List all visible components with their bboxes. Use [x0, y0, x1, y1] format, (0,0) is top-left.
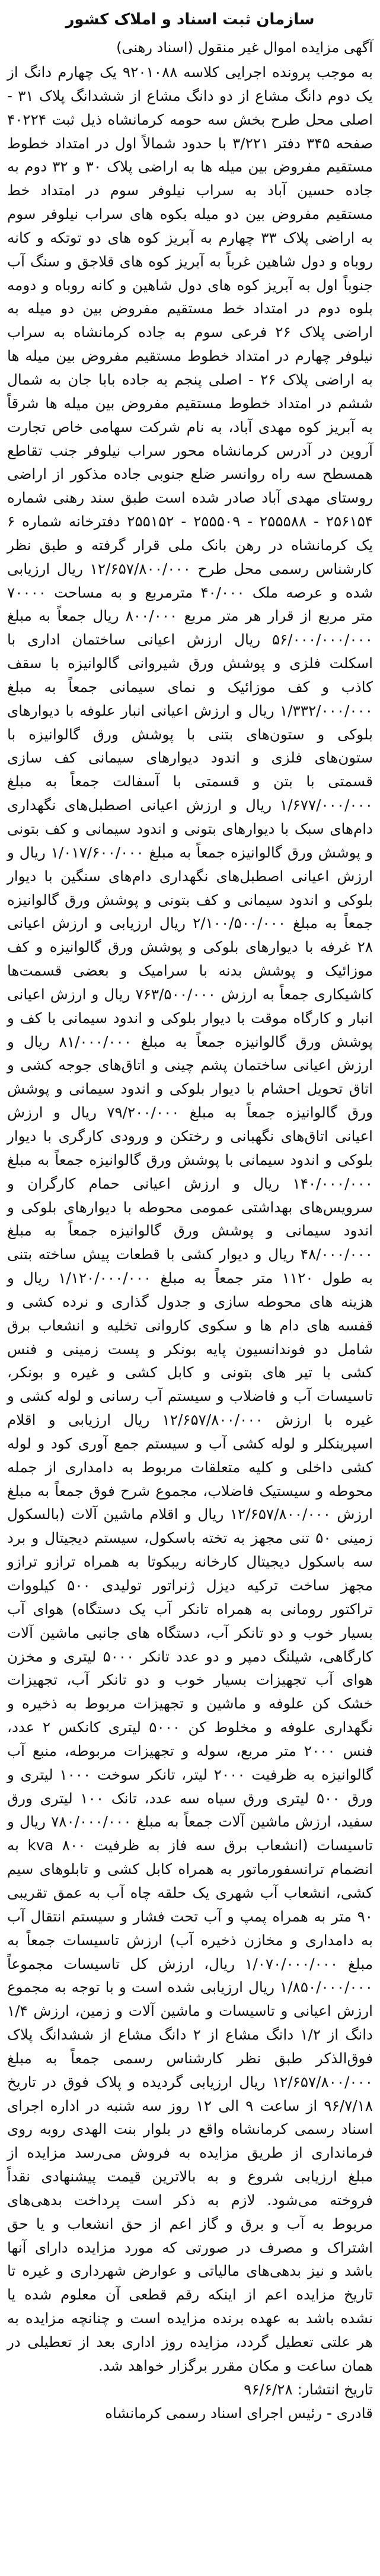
organization-title: سازمان ثبت اسناد و املاک کشور	[65, 11, 315, 28]
notice-subject: آگهی مزایده اموال غیر منقول (اسناد رهنی)	[116, 39, 373, 56]
signature: قادری - رئیس اجرای اسناد رسمی کرمانشاه	[105, 2404, 373, 2422]
notice-body: به موجب پرونده اجرایی کلاسه ۹۲۰۱۰۸۸ یک چهارم دانگ از یک دوم دانگ مشاع از دو دانگ مشاع از ششدانگ پلاک ۳۱ - اصلی محل طرح بخش سه حومه کرمانشاه ذیل ثبت ۴۰۲۲۴ صفحه ۳۴۵ دفتر ۳/۲۲۱ با حدود شمالاً اول در امتداد خطوط مستقیم مفروض بین میله ها به اراضی پلاک ۳۰ و ۳۲ دوم به جاده حسین آباد به سراب نیلوفر سوم در امتداد خط مستقیم مفروض بین دو میله بکوه های سراب نیلوفر سوم به اراضی پلاک ۳۳ چهارم به آبریز کوه های دو توتکه و کانه روباه و دول شاهین غرباً به آبریز کوه های قلاجق و سنگ آب جنوباً اول به آبریز کوه های دول شاهین و کانه روباه و دومه بلوه دوم در امتداد خط مستقیم مفروض بین دو میله به اراضی پلاک ۲۶ فرعی سوم به جاده کرمانشاه به سراب نیلوفر چهارم در امتداد خطوط مستقیم مفروض بین میله ها به اراضی پلاک ۲۶ - اصلی پنجم به جاده بابا جان به شمال ششم در امتداد خطوط مستقیم مفروض بین میله ها شرقاً به آبریز کوه مهدی آباد، به نام شرکت سهامی خاص تجارت آروین در آدرس کرمانشاه محور سراب نیلوفر جنب تقاطع همسطح سه راه روانسر ضلع جنوبی جاده مذکور از اراضی روستای مهدی آباد صادر شده است طبق سند رهنی شماره ۲۵۶۱۵۴ - ۲۵۵۵۸۸ - ۲۵۵۵۰۹ - ۲۵۵۱۵۲ دفترخانه شماره ۶ یک کرمانشاه در رهن بانک ملی قرار گرفته و طبق نظر کارشناس رسمی محل طرح ۱۲/۶۵۷/۸۰۰/۰۰۰ ریال ارزیابی شده و عرصه ملک ۴۰/۰۰۰ مترمربع و به مساحت ۷۰۰۰۰ متر مربع از قرار هر متر مربع ۸۰۰/۰۰۰ ریال جمعاً به مبلغ ۵۶/۰۰۰/۰۰۰/۰۰۰ ریال ارزش اعیانی ساختمان اداری با اسکلت فلزی و پوشش ورق شیروانی گالوانیزه با سقف کاذب و کف موزائیک و نمای سیمانی جمعاً به مبلغ ۱/۳۳۲/۰۰۰/۰۰۰ ریال و ارزش اعیانی انبار علوفه با دیوارهای بلوکی و ستون‌های بتنی با پوشش ورق گالوانیزه با ستون‌های فلزی و اندود دیوارهای سیمانی کف سازی قسمتی با بتن و قسمتی با آسفالت جمعاً به مبلغ ۱/۶۷۷/۰۰۰/۰۰۰ ریال و ارزش اعیانی اصطبل‌های نگهداری دام‌های سبک با دیوارهای بتونی و اندود سیمانی و کف بتونی و پوشش ورق گالوانیزه جمعاً به مبلغ ۱/۰۱۷/۶۰۰/۰۰۰ ریال و ارزش اعیانی اصطبل‌های نگهداری دام‌های سنگین با دیوار بلوکی و اندود سیمانی و کف بتونی و پوشش ورق گالوانیزه جمعاً به مبلغ ۲/۱۰۰/۵۰۰/۰۰۰ ریال ارزیابی و ارزش اعیانی ۲۸ غرفه با دیوارهای بلوکی و پوشش ورق گالوانیزه و کف موزائیک و پوشش بدنه با سرامیک و بعضی قسمت‌ها کاشیکاری جمعاً به ارزش ۷۶۳/۵۰۰/۰۰۰ ریال و ارزش اعیانی انبار و کارگاه موقت با دیوار بلوکی و اندود سیمانی با کف و پوشش ورق گالوانیزه جمعاً به مبلغ ۸۱/۰۰۰/۰۰۰ ریال و ارزش اعیانی ساختمان پشم چینی و اتاق‌های جوجه کشی و اتاق تحویل احشام با دیوار بلوکی و اندود سیمانی و پوشش ورق گالوانیزه جمعاً به مبلغ ۷۹/۲۰۰/۰۰۰ ریال و ارزش اعیانی اتاق‌های نگهبانی و رختکن و ورودی کارگری با دیوار بلوکی و اندود سیمانی با پوشش ورق گالوانیزه جمعاً به مبلغ ۱۴۰/۰۰۰/۰۰۰ ریال و ارزش اعیانی حمام کارگران و سرویس‌های بهداشتی عمومی محوطه با دیوارهای بلوکی و اندود سیمانی و پوشش ورق گالوانیزه جمعاً به مبلغ ۴۸/۰۰۰/۰۰۰ ریال و دیوار کشی با قطعات پیش ساخته بتنی به طول ۱۱۲۰ متر جمعاً به مبلغ ۱/۱۲۰/۰۰۰/۰۰۰ ریال و هزینه های محوطه سازی و جدول گذاری و نرده کشی و قفسه های دام ها و سکوی کاروانی تخلیه و انشعاب برق شامل دو فوندانسیون پایه بونکر و پست زمینی و فنس کشی با تیر های بتونی و کابل کشی و غیره و بونکر، تاسیسات آب و فاضلاب و سیستم آب رسانی و لوله کشی و غیره با ارزش ۱۲/۶۵۷/۸۰۰/۰۰۰ ریال ارزیابی و اقلام اسپرینکلر و لوله کشی آب و سیستم جمع آوری کود و لوله کشی داخلی و کلیه متعلقات مربوط به دامداری از جمله محوطه و سیستیک فاضلاب، مجموع شرح فوق جمعاً به مبلغ ارزش ۱۲/۶۵۷/۸۰۰/۰۰۰ ریال و اقلام ماشین آلات (بالسکول زمینی ۵۰ تنی مجهز به تخته باسکول، سیستم دیجیتال و برد سه باسکول دیجیتال کارخانه ریبکوتا به همراه ترازو ترازو مجهز ساخت ترکیه دیزل ژنراتور تولیدی ۵۰۰ کیلووات تراکتور رومانی به همراه تانکر آب یک دستگاه) هوای آب بسیار خوب و دو تانکر آب، دستگاه های جانبی ماشین آلات کارگاهی، شیلنگ دمپر و دو عدد تانکر ۵۰۰۰ لیتری و مخزن هوای آب تجهیزات بسیار خوب و دو تانکر آب، تجهیزات خشک کن علوفه و ماشین و تجهیزات مربوط به ذخیره و نگهداری علوفه و مخلوط کن ۵۰۰۰ لیتری کانکس ۲ عدد، فنس ۲۰۰۰ متر مربع، سوله و تجهیزات مربوطه، منبع آب گالوانیزه به ظرفیت ۲۰۰۰ لیتر، تانکر سوخت ۱۰۰۰ لیتری و ورق ۵۰۰ لیتری ورق سیاه سه عدد، تانک ۱۰۰ لیتری ورق سفید، ارزش ماشین آلات جمعاً به مبلغ ۷۸۰/۰۰۰/۰۰۰ ریال و تاسیسات (انشعاب برق سه فاز به ظرفیت ۸۰۰ kva به انضمام ترانسفورماتور به همراه کابل کشی و تابلوهای سیم کشی، انشعاب آب شهری یک حلقه چاه آب به عمق تقریبی ۹۰ متر به همراه پمپ و آب تحت فشار و سیستم انتقال آب به دامداری و مخازن ذخیره آب) ارزش تاسیسات جمعاً به مبلغ ۱/۰۷۰/۰۰۰/۰۰۰ ریال، ارزش کل تاسیسات مجموعاً ۱/۸۵۰/۰۰۰/۰۰۰ ریال ارزیابی شده است و با توجه به مجموع ارزش اعیانی و تاسیسات و ماشین آلات و زمین، ارزش ۱/۴ دانگ از ۱/۲ دانگ مشاع از ۲ دانگ مشاع از ششدانگ پلاک فوق‌الذکر طبق نظر کارشناس رسمی جمعاً به مبلغ ۱۲/۶۵۷/۸۰۰/۰۰۰ ریال ارزیابی گردیده و پلاک فوق در تاریخ ۹۶/۷/۱۸ از ساعت ۹ الی ۱۲ روز سه شنبه در اداره اجرای اسناد رسمی کرمانشاه واقع در بلوار بنت الهدی روبه روی فرمانداری از طریق مزایده به فروش می‌رسد مزایده از مبلغ ارزیابی شروع و به بالاترین قیمت پیشنهادی نقداً فروخته می‌شود. لازم به ذکر است پرداخت بدهی‌های مربوط به آب و برق و گاز اعم از حق انشعاب و یا حق اشتراک و مصرف در صورتی که مورد مزایده دارای آنها باشد و نیز بدهی‌های مالیاتی و عوارض شهرداری و غیره تا تاریخ مزایده اعم از اینکه رقم قطعی آن معلوم شده یا نشده باشد به عهده برنده مزایده است و چنانچه مزایده به هر علتی تعطیل گردد، مزایده روز اداری بعد از تعطیلی در همان ساعت و مکان مقرر برگزار خواهد شد.	[7, 63, 373, 2374]
publish-date: تاریخ انتشار: ۹۶/۶/۲۸	[244, 2380, 373, 2398]
